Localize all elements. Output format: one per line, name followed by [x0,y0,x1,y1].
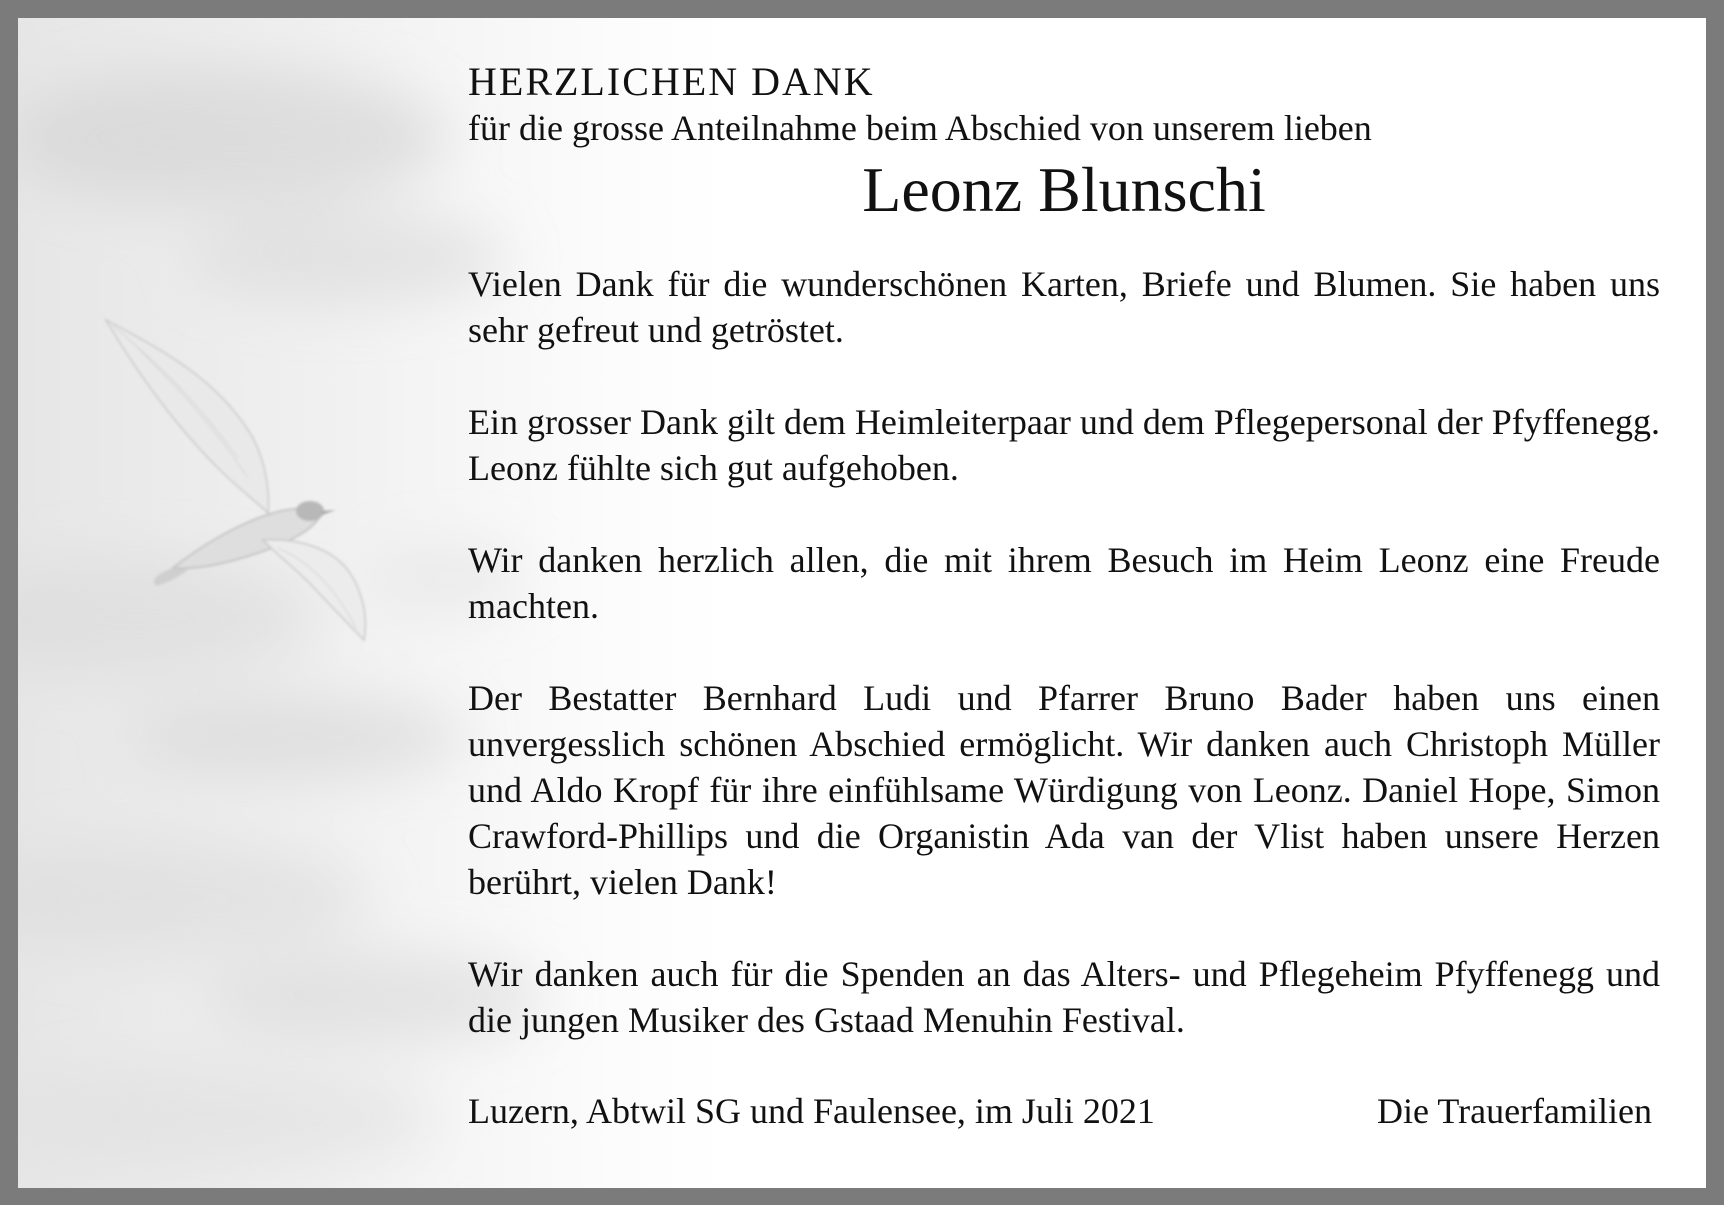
notice-heading: HERZLICHEN DANK [468,59,875,104]
obituary-card [18,18,1706,1188]
signature: Die Trauerfamilien [1377,1091,1652,1131]
seagull-icon [88,308,408,648]
paragraph-visitors: Wir danken herzlich allen, die mit ihrem Besuch im Heim Leonz eine Freude machten. [468,540,1660,626]
notice-footer [468,1088,1660,1134]
notice-subheading: für die grosse Anteilnahme beim Abschied von unserem lieben [468,108,1372,148]
paragraph-cards: Vielen Dank für die wunderschönen Karten, Briefe und Blumen. Sie haben uns sehr gefreut und getröstet. [468,264,1660,350]
paragraph-care-staff: Ein grosser Dank gilt dem Heimleiterpaar und dem Pflegepersonal der Pfyffenegg. Leonz fühlte sich gut aufgehoben. [468,402,1660,488]
place-date: Luzern, Abtwil SG und Faulensee, im Juli 2021 [468,1091,1155,1131]
notice-text [468,58,1660,1134]
paragraph-donations: Wir danken auch für die Spenden an das Alters- und Pflegeheim Pfyffenegg und die jungen Musiker des Gstaad Menuhin Festival. [468,954,1660,1040]
paragraph-ceremony: Der Bestatter Bernhard Ludi und Pfarrer Bruno Bader haben uns einen unvergesslich schönen Abschied ermöglicht. Wir danken auch Christoph Müller und Aldo Kropf für ihre einfühlsame Würdigung von Leonz. Daniel Hope, Simon Crawford-Phillips und die Organistin Ada van der Vlist haben unsere Herzen berührt, vielen Dank! [468,678,1660,902]
deceased-name: Leonz Blunschi [862,154,1266,225]
